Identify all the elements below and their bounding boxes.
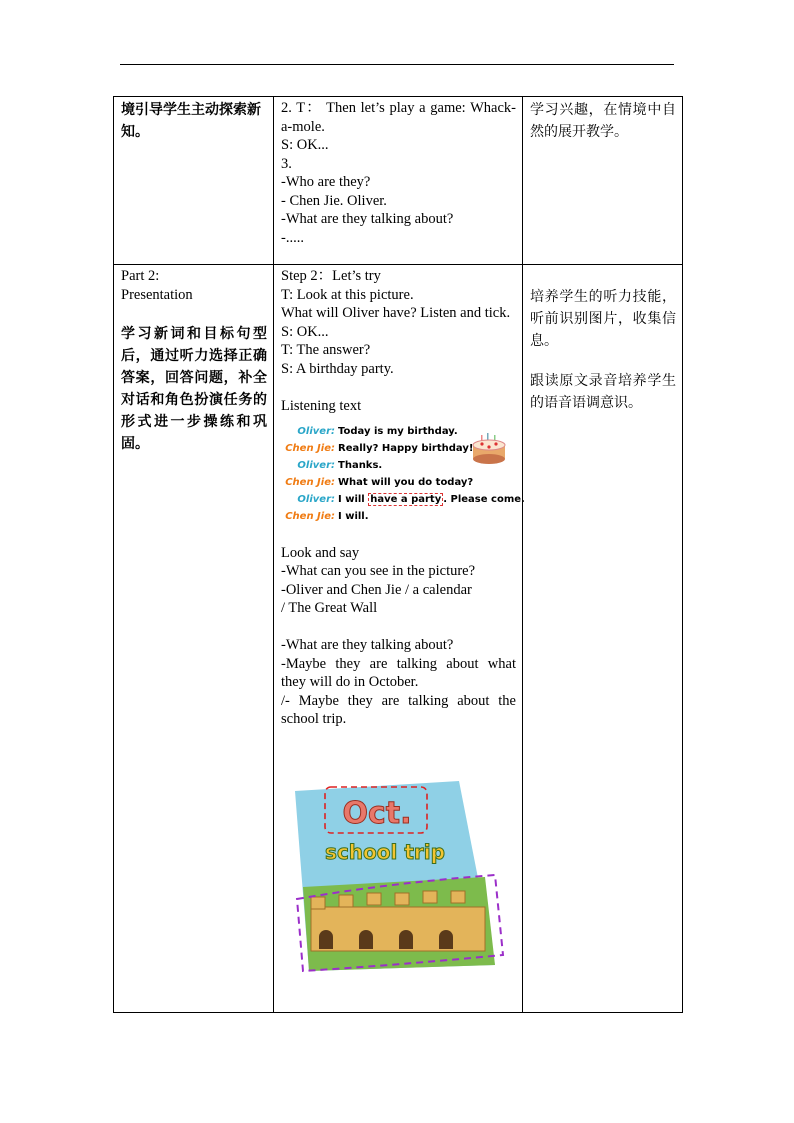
talk-line: -Maybe they are talking about what they will do in October. — [281, 655, 516, 690]
dialogue-text: I will — [338, 494, 369, 505]
talk-line: /- Maybe they are talking about the school trip. — [281, 692, 516, 727]
step-line: S: OK... — [281, 323, 329, 340]
intent-text: 学习兴趣，在情境中自然的展开教学。 — [530, 102, 676, 140]
process-line: -Who are they? — [281, 174, 371, 190]
goal-text: 学习新词和目标句型后，通过听力选择正确答案，回答问题，补全对话和角色扮演任务的形式进一步操练和巩固。 — [121, 325, 267, 452]
part-title: Part 2: — [121, 268, 160, 284]
dialogue-text: I will. — [338, 511, 369, 522]
speaker-name: Chen Jie: — [285, 443, 335, 454]
intent-text: 培养学生的听力技能，听前识别图片，收集信息。 — [530, 288, 676, 349]
dialogue-text: Today is my birthday. — [338, 426, 458, 437]
intent-cell — [523, 265, 683, 1013]
speaker-name: Chen Jie: — [285, 477, 335, 488]
look-line: -Oliver and Chen Jie / a calendar — [281, 581, 472, 598]
speaker-name: Oliver: — [297, 460, 335, 471]
process-line: - Chen Jie. Oliver. — [281, 192, 387, 209]
poster-month: Oct. — [342, 795, 412, 831]
process-line: -What are they talking about? — [281, 211, 454, 227]
process-line: 2. T： Then let’s play a game: Whack-a-mole. — [281, 100, 516, 135]
part-cell — [114, 265, 274, 1013]
step-line: S: A birthday party. — [281, 360, 394, 377]
goal-cell — [114, 97, 274, 265]
dialogue-line — [281, 425, 458, 439]
process-line: 3. — [281, 155, 292, 172]
poster-event: school trip — [325, 839, 445, 864]
header-rule — [120, 64, 674, 65]
table-row — [114, 265, 683, 1013]
goal-text: 境引导学生主动探索新知。 — [121, 102, 261, 140]
process-line: -..... — [281, 229, 304, 246]
dialogue-line — [281, 476, 473, 490]
step-line: What will Oliver have? Listen and tick. — [281, 305, 511, 321]
dialogue-text: Really? Happy birthday! — [338, 443, 474, 454]
process-line: S: OK... — [281, 137, 329, 153]
speaker-name: Oliver: — [297, 494, 335, 505]
listening-label: Listening text — [281, 397, 362, 414]
dialogue-text: . Please come. — [443, 494, 525, 505]
table-row — [114, 97, 683, 265]
step-line: T: Look at this picture. — [281, 286, 414, 303]
look-line: Look and say — [281, 544, 360, 561]
step-line: Step 2：Let’s try — [281, 268, 381, 284]
part-name: Presentation — [121, 286, 193, 303]
process-cell — [274, 97, 523, 265]
dialogue-text: What will you do today? — [338, 477, 474, 488]
intent-cell — [523, 97, 683, 265]
speaker-name: Oliver: — [297, 426, 335, 437]
dialogue-line — [281, 510, 369, 524]
talk-line: -What are they talking about? — [281, 637, 454, 653]
speaker-name: Chen Jie: — [285, 511, 335, 522]
listening-dialogue-image — [281, 421, 525, 522]
process-cell — [274, 265, 523, 1013]
look-line: -What can you see in the picture? — [281, 563, 476, 579]
school-trip-poster-art — [289, 779, 517, 975]
school-trip-poster-image — [289, 779, 517, 975]
intent-text: 跟读原文录音培养学生的语音语调意识。 — [530, 373, 676, 411]
look-line: / The Great Wall — [281, 600, 378, 616]
lesson-plan-table — [113, 96, 683, 1013]
dialogue-text: Thanks. — [338, 460, 383, 471]
dialogue-line — [281, 459, 382, 473]
step-line: T: The answer? — [281, 342, 371, 358]
dialogue-line — [281, 442, 473, 456]
birthday-cake-icon — [467, 431, 511, 469]
highlighted-phrase: have a party — [370, 494, 442, 505]
dialogue-line — [281, 493, 525, 507]
